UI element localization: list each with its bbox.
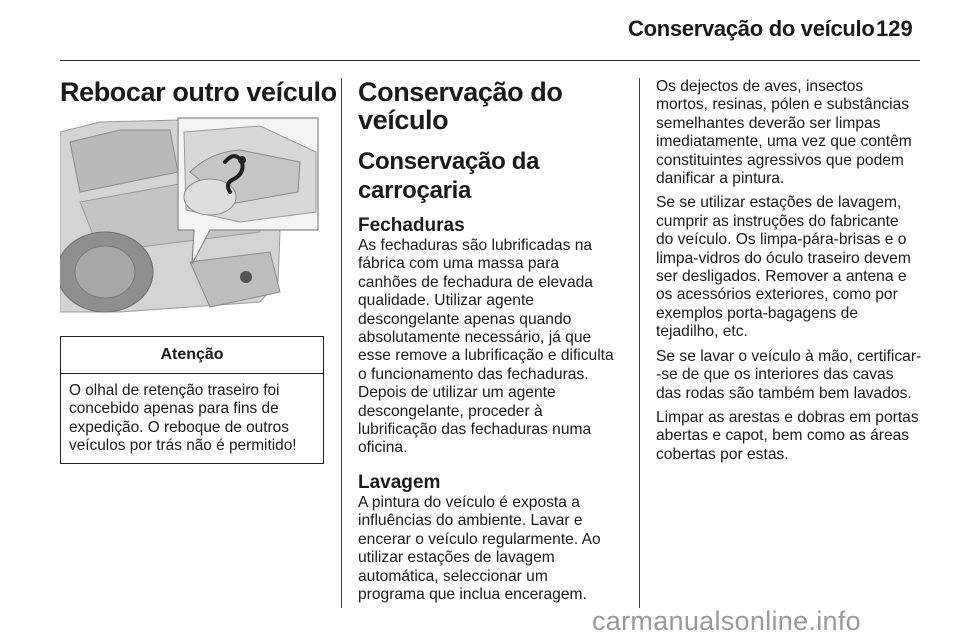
- warning-text: O olhal de retenção traseiro foi concebido apenas para fins de expedição. O reboque de outros veículos por trás não é permitido!: [69, 382, 297, 455]
- text-line: os acessórios exteriores, como por: [656, 286, 898, 304]
- header-rule: [60, 60, 920, 61]
- text-line: abertas e capot, bem como as áreas: [656, 427, 910, 445]
- text-line: canhões de fechadura de elevada: [358, 273, 593, 291]
- wash-paragraph: [358, 494, 628, 604]
- text-line: limpa-vidros do óculo traseiro devem: [656, 249, 911, 267]
- text-line: qualidade. Utilizar agente: [358, 292, 534, 310]
- text-line: programa que inclua enceragem.: [358, 585, 587, 603]
- text-line: esse remove a lubrificação e dificulta: [358, 347, 614, 365]
- wash-heading: Lavagem: [358, 471, 441, 493]
- paragraph-bird-droppings: [656, 78, 932, 188]
- text-line: o funcionamento das fechaduras.: [358, 365, 589, 383]
- car-rear-tow-eye-illustration: [60, 112, 322, 322]
- text-line: semelhantes deverão ser limpas: [656, 114, 881, 132]
- warning-title: Atenção: [61, 337, 323, 374]
- text-line: das rodas são também bem lavados.: [656, 384, 912, 402]
- right-column: [656, 78, 932, 470]
- subheading-line1: Conservação da: [358, 148, 540, 175]
- text-line: As fechaduras são lubrificadas na: [358, 237, 593, 254]
- page-number: 129: [876, 16, 913, 41]
- section-heading-line2: veículo: [358, 105, 449, 135]
- text-line: Os dejectos de aves, insectos: [656, 78, 864, 95]
- section-heading-towing: Rebocar outro veículo: [60, 77, 337, 107]
- text-line: tejadilho, etc.: [656, 323, 748, 341]
- section-heading-line1: Conservação do: [358, 77, 563, 107]
- text-line: lubrificação das fechaduras numa: [358, 421, 592, 439]
- text-line: cumprir as instruções do fabricante: [656, 212, 899, 230]
- text-line: ser desligados. Remover a antena e: [656, 268, 907, 286]
- subheading-line2: carroçaria: [358, 177, 472, 204]
- text-line: fábrica com uma massa para: [358, 255, 560, 273]
- text-line: mortos, resinas, pólen e substâncias: [656, 96, 910, 114]
- text-line: -se de que os interiores das cavas: [656, 366, 894, 384]
- text-line: A pintura do veículo é exposta a: [358, 493, 580, 511]
- text-line: exemplos porta-bagagens de: [656, 304, 858, 322]
- text-line: cobertas por estas.: [656, 445, 789, 463]
- text-line: Se se utilizar estações de lavagem,: [656, 194, 902, 212]
- text-line: Se se lavar o veículo à mão, certificar-: [656, 347, 922, 365]
- column-divider-right: [639, 78, 640, 608]
- text-line: oficina.: [358, 439, 408, 457]
- text-line: Limpar as arestas e dobras em portas: [656, 408, 919, 426]
- text-line: descongelante, proceder à: [358, 402, 543, 420]
- locks-paragraph: [358, 237, 628, 458]
- text-line: influências do ambiente. Lavar e: [358, 512, 583, 530]
- text-line: imediatamente, uma vez que contêm: [656, 133, 912, 151]
- locks-heading: Fechaduras: [358, 215, 465, 236]
- text-line: absolutamente necessário, já que: [358, 329, 592, 347]
- text-line: constituintes agressivos que podem: [656, 151, 904, 169]
- text-line: danificar a pintura.: [656, 170, 785, 188]
- text-line: encerar o veículo regularmente. Ao: [358, 530, 601, 548]
- paragraph-edges-folds: [656, 409, 932, 464]
- warning-box: [60, 336, 324, 464]
- middle-column: [358, 78, 628, 604]
- text-line: automática, seleccionar um: [358, 567, 548, 585]
- paragraph-hand-wash: [656, 348, 932, 403]
- text-line: utilizar estações de lavagem: [358, 549, 555, 567]
- watermark: carmanualsonline.info: [592, 606, 861, 636]
- text-line: do veículo. Os limpa-pára-brisas e o: [656, 231, 907, 249]
- column-divider-left: [341, 78, 342, 608]
- text-line: Depois de utilizar um agente: [358, 384, 556, 402]
- page-header-title: Conservação do veículo: [628, 16, 875, 41]
- paragraph-washing-stations: [656, 194, 932, 341]
- text-line: descongelante apenas quando: [358, 310, 572, 328]
